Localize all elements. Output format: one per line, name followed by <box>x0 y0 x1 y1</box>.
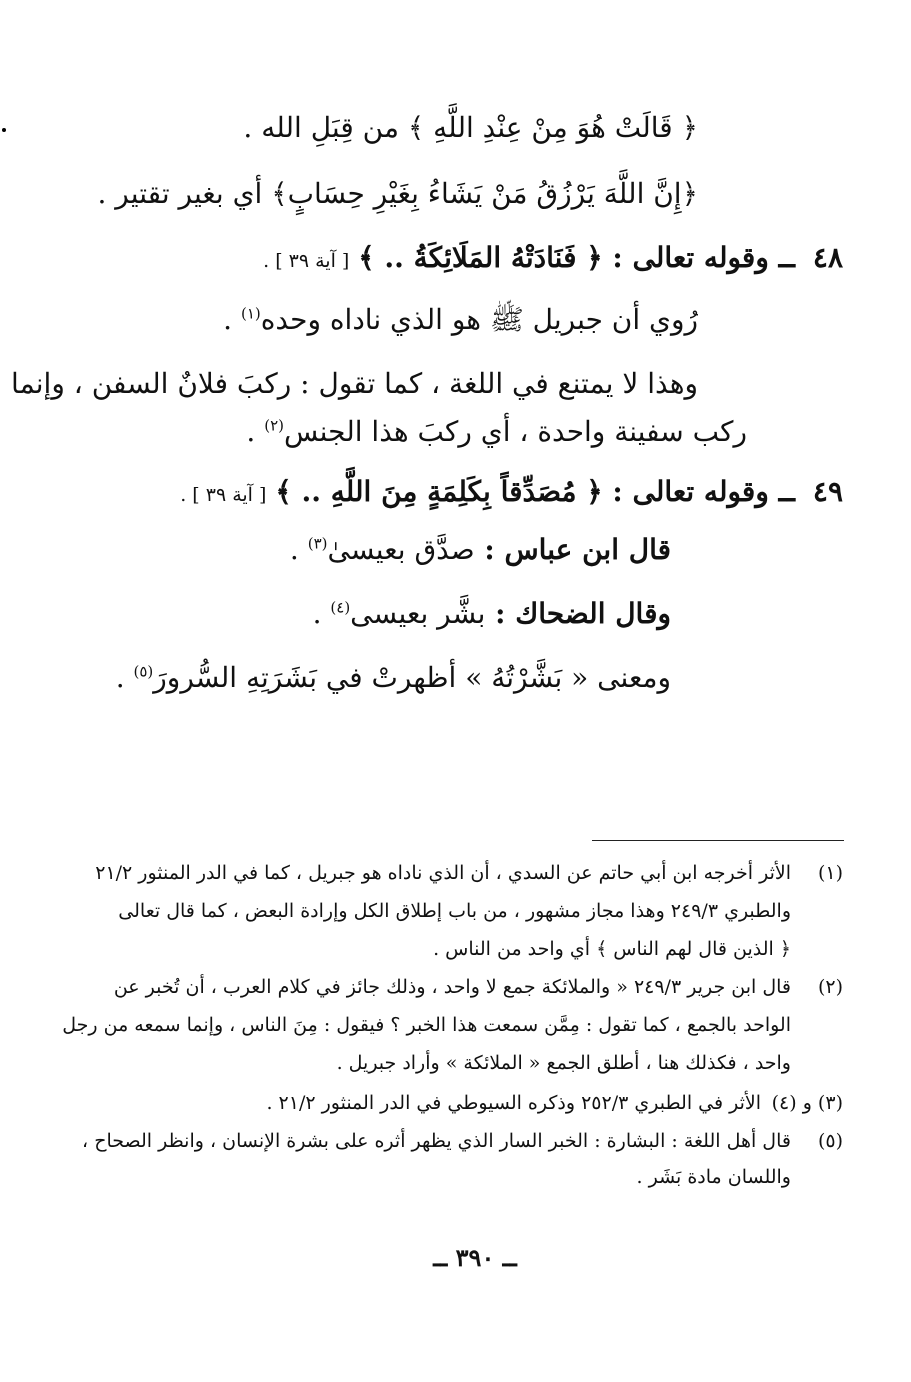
text-line-8-end: . <box>289 533 308 566</box>
text-line-9-body: بشَّر بعيسى <box>350 597 486 630</box>
margin-dot <box>2 128 6 132</box>
footnote-ref-3: (٣) <box>307 534 328 553</box>
section-49-heading <box>180 470 795 517</box>
footnote-5-line-1: قال أهل اللغة : البشارة : الخبر السار الذي يظهر أثره على بشرة الإنسان ، وانظر الصحاح ، <box>82 1130 791 1152</box>
section-48-heading <box>263 236 795 283</box>
section-number-48: ٤٨ <box>812 241 843 274</box>
footnote-separator <box>592 840 844 841</box>
footnote-5-number: (٥) <box>817 1130 843 1152</box>
text-line-2: ﴿إِنَّ اللَّهَ يَرْزُقُ مَنْ يَشَاءُ بِغَيْرِ حِسَابٍ﴾ أي بغير تقتير . <box>97 177 698 210</box>
section-48-verse-ref: [ آية ٣٩ ] . <box>263 250 350 272</box>
footnote-3-4-line-1: الأثر في الطبري ٢٥٢/٣ وذكره السيوطي في الدر المنثور ٢١/٢ . <box>266 1092 761 1114</box>
text-line-8-body: صدَّق بعيسىٰ <box>327 533 475 566</box>
footnote-ref-1: (١) <box>240 304 261 323</box>
text-line-10-end: . <box>115 661 134 694</box>
page-number: ــ ٣٩٠ ــ <box>433 1243 517 1272</box>
footnote-3-4-number: (٣) و (٤) <box>771 1092 843 1114</box>
text-line-6 <box>246 410 747 454</box>
footnote-1-line-1: الأثر أخرجه ابن أبي حاتم عن السدي ، أن الذي ناداه هو جبريل ، كما في الدر المنثور ٢١/٢ <box>95 862 791 884</box>
text-line-4-body: رُوي أن جبريل ﷺ هو الذي ناداه وحده <box>260 303 698 336</box>
text-line-9 <box>313 592 671 636</box>
footnote-2-line-1: قال ابن جرير ٢٤٩/٣ « والملائكة جمع لا واحد ، وذلك جائز في كلام العرب ، أن تُخبر عن <box>113 976 791 998</box>
text-line-10-body: ومعنى « بَشَّرْتُهُ » أظهرتْ في بَشَرَتِهِ السُّرورَ <box>153 661 671 694</box>
footnote-1-line-3: ﴿ الذين قال لهم الناس ﴾ أي واحد من الناس . <box>433 938 791 960</box>
text-line-9-end: . <box>312 597 331 630</box>
text-line-6-body: ركب سفينة واحدة ، أي ركبَ هذا الجنس <box>283 415 747 448</box>
text-line-10 <box>116 656 671 700</box>
section-49-lead: ــ وقوله تعالى : ﴿ مُصَدِّقاً بِكَلِمَةٍ مِنَ اللَّهِ .. ﴾ <box>275 475 795 508</box>
footnote-2-number: (٢) <box>817 976 843 998</box>
text-line-9-lead: وقال الضحاك : <box>485 597 671 630</box>
footnote-2-line-3: واحد ، فكذلك هنا ، أطلق الجمع « الملائكة » وأراد جبريل . <box>336 1052 791 1074</box>
section-49-verse-ref: [ آية ٣٩ ] . <box>180 484 267 506</box>
footnote-ref-2: (٢) <box>264 416 284 435</box>
footnote-ref-5: (٥) <box>133 662 154 681</box>
footnote-1-number: (١) <box>817 862 843 884</box>
footnote-ref-4: (٤) <box>330 598 351 617</box>
footnote-5-line-2: واللسان مادة بَشَر . <box>636 1166 791 1188</box>
text-line-1: ﴿ قَالَتْ هُوَ مِنْ عِنْدِ اللَّهِ ﴾ من قِبَلِ الله . <box>243 111 698 144</box>
text-line-5: وهذا لا يمتنع في اللغة ، كما تقول : ركبَ فلانٌ السفن ، وإنما <box>11 367 698 400</box>
footnote-2-line-2: الواحد بالجمع ، كما تقول : مِمَّن سمعت هذا الخبر ؟ فيقول : مِنَ الناس ، وإنما سمعه من رجل <box>62 1014 791 1036</box>
text-line-8-lead: قال ابن عباس : <box>474 533 671 566</box>
text-line-8 <box>290 528 671 572</box>
section-48-lead: ــ وقوله تعالى : ﴿ فَنَادَتْهُ المَلَائِكَةُ .. ﴾ <box>358 241 795 274</box>
text-line-6-end: . <box>246 415 265 448</box>
footnote-1-line-2: والطبري ٢٤٩/٣ وهذا مجاز مشهور ، من باب إطلاق الكل وإرادة البعض ، كما قال تعالى <box>118 900 791 922</box>
text-line-4 <box>223 298 698 342</box>
section-number-49: ٤٩ <box>812 475 843 508</box>
text-line-4-end: . <box>223 303 241 336</box>
